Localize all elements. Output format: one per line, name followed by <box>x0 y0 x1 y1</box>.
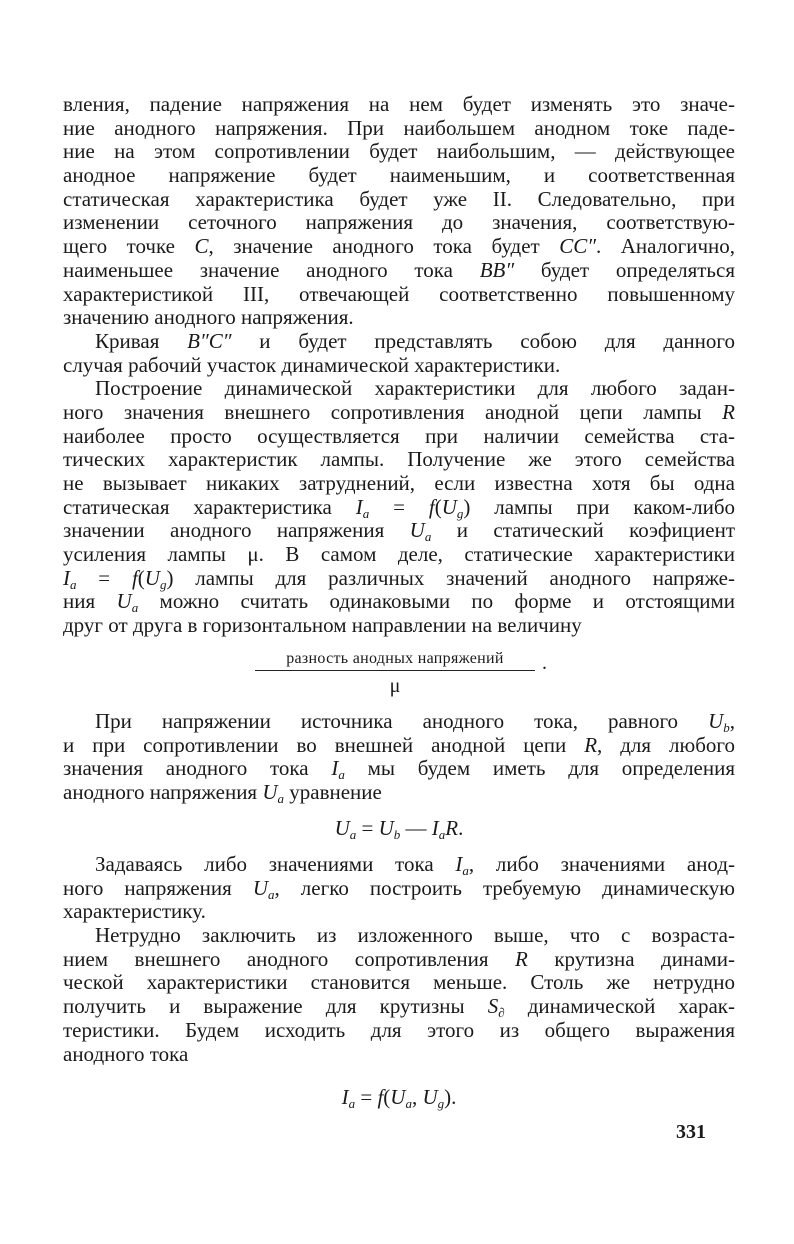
math-symbol: B″C″ <box>187 328 232 353</box>
equation-anode-voltage: $U_a = U_b$ — $I_aR$. <box>334 816 464 842</box>
math-symbol: $I_a$ <box>431 816 446 842</box>
math-symbol: $I_a$ <box>331 756 345 783</box>
fraction <box>255 650 547 698</box>
text-line: изменении сеточного напряжения до значения, соответствую- <box>63 210 735 235</box>
text-line: характеристику. <box>63 899 206 924</box>
fraction-denominator: μ <box>389 675 401 697</box>
text-line: случая рабочий участок динамической характеристики. <box>63 352 561 377</box>
math-symbol: $U_a$ <box>252 875 275 902</box>
text-line: ния $U_a$ можно считать одинаковыми по форме и отстоящими <box>63 589 735 616</box>
page-number: 331 <box>676 1121 706 1143</box>
text-line: значению анодного напряжения. <box>63 305 354 330</box>
text-line: наиболее просто осуществляется при наличии семейства ста- <box>63 423 735 448</box>
text-line: не вызывает никаких затруднений, если известна хотя бы одна <box>63 471 735 495</box>
math-symbol: BB″ <box>479 257 515 282</box>
math-symbol: R <box>445 816 459 840</box>
text-line: анодное напряжение будет наименьшим, и соответственная <box>63 163 735 188</box>
math-symbol: $U_a$ <box>334 816 357 842</box>
equation-anode-current: $I_a = f(U_a$, $U_g$). <box>341 1085 457 1111</box>
math-symbol: R <box>515 946 528 971</box>
text-block-2 <box>63 710 735 805</box>
fraction-punctuation: . <box>542 652 547 674</box>
text-line: статическая характеристика будет уже II. Следовательно, при <box>63 186 735 211</box>
math-symbol: $U_a$ <box>409 518 432 545</box>
text-line: статическая характеристика $I_a = f(U_g)$ лампы при каком-либо <box>63 494 735 521</box>
math-symbol: $U_g$ <box>422 1085 445 1111</box>
text-line: Построение динамической характеристики для любого задан- <box>95 376 735 401</box>
math-symbol: f <box>131 565 138 590</box>
math-symbol: $I_a$ <box>455 852 469 878</box>
math-symbol: C <box>194 234 209 259</box>
math-symbol: $I_a$ <box>341 1085 356 1111</box>
text-block-1 <box>63 93 735 638</box>
text-line: ного напряжения $U_a$, легко построить требуемую динамическую <box>63 875 735 902</box>
text-line: Задаваясь либо значениями тока $I_a$, либо значениями анод- <box>95 852 736 878</box>
math-symbol: $I_a$ <box>355 494 370 521</box>
text-line: теристики. Будем исходить для этого из общего выражения <box>63 1017 735 1042</box>
text-line: ного значения внешнего сопротивления анодной цепи лампы R <box>63 399 735 424</box>
math-symbol: $U_g$ <box>144 565 167 592</box>
text-line: друг от друга в горизонтальном направлении на величину <box>63 613 582 638</box>
text-line: вления, падение напряжения на нем будет изменять это значе- <box>63 92 735 116</box>
text-line: нием внешнего анодного сопротивления R крутизна динами- <box>63 946 736 971</box>
math-symbol: CC″ <box>559 234 596 259</box>
text-line: ние анодного напряжения. При наибольшем анодном токе паде- <box>63 115 735 140</box>
text-line: При напряжении источника анодного тока, равного $U_b$, <box>95 709 735 735</box>
math-symbol: $I_a$ <box>63 565 77 592</box>
math-symbol: $U_a$ <box>116 589 139 616</box>
text-line: тических характеристик лампы. Получение же этого семейства <box>63 447 735 472</box>
math-symbol: $U_a$ <box>262 780 285 807</box>
text-line: и при сопротивлении во внешней анодной цепи R, для любого <box>63 732 735 757</box>
math-symbol: $U_b$ <box>378 816 401 842</box>
text-line: щего точке C, значение анодного тока будет CC″. Аналогично, <box>63 234 735 259</box>
text-line: характеристикой III, отвечающей соответственно повышенному <box>63 281 735 306</box>
text-line: анодного напряжения $U_a$ уравнение <box>63 780 382 807</box>
text-block-3 <box>63 853 735 1066</box>
text-line: Нетрудно заключить из изложенного выше, что с возраста- <box>95 923 735 948</box>
math-symbol: $U_b$ <box>708 709 730 735</box>
math-symbol: $U_g$ <box>441 494 464 521</box>
math-symbol: f <box>377 1085 384 1109</box>
text-line: Кривая B″C″ и будет представлять собою для данного <box>95 328 735 353</box>
math-symbol: f <box>428 494 435 519</box>
fraction-numerator: разность анодных напряжений <box>255 650 535 671</box>
text-line: усиления лампы μ. В самом деле, статические характеристики <box>63 542 735 567</box>
text-line: наименьшее значение анодного тока BB″ будет определяться <box>63 257 735 282</box>
text-line: получить и выражение для крутизны $S_\partial$ динамической харак- <box>63 994 735 1021</box>
text-line: ние на этом сопротивлении будет наибольшим, — действующее <box>63 139 735 164</box>
text-line: значении анодного напряжения $U_a$ и статический коэфициент <box>63 518 735 545</box>
text-line: ческой характеристики становится меньше. Столь же нетрудно <box>63 970 735 995</box>
math-symbol: $U_a$ <box>390 1085 412 1111</box>
math-symbol: $S_\partial$ <box>487 994 505 1021</box>
text-line: анодного тока <box>63 1041 189 1066</box>
text-line: значения анодного тока $I_a$ мы будем иметь для определения <box>63 756 736 783</box>
math-symbol: R <box>584 732 598 757</box>
math-symbol: R <box>722 399 735 424</box>
text-line: $I_a = f(U_g)$ лампы для различных значений анодного напряже- <box>63 565 735 592</box>
